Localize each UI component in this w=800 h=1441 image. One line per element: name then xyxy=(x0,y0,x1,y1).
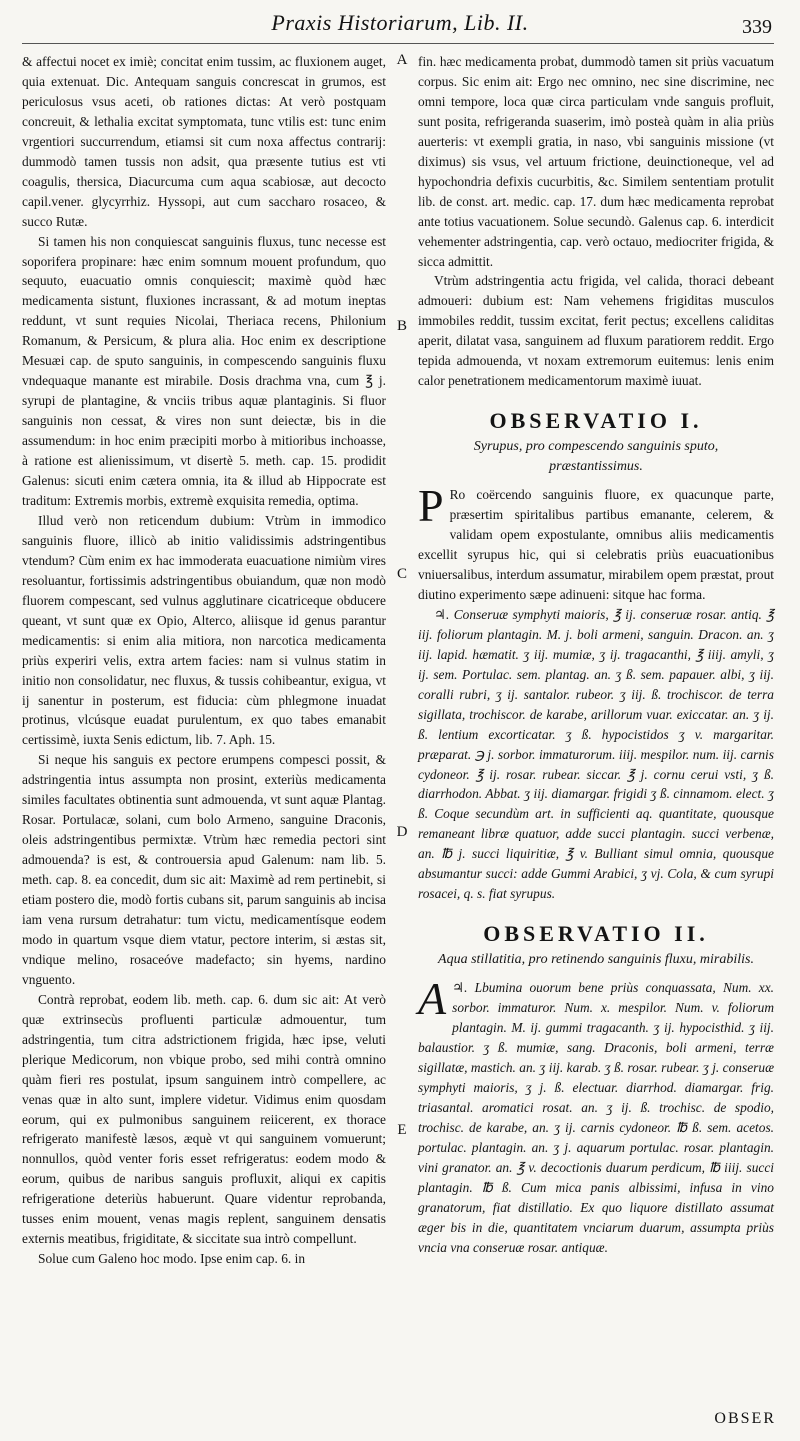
observatio-1-subtitle: Syrupus, pro compescendo sanguinis sputo, præstantissimus. xyxy=(473,439,719,475)
observatio-1-recipe: ♃. Conseruæ symphyti maioris, ℥ ij. conseruæ rosar. antiq. ℥ iij. foliorum plantagin. M. j. boli armeni, sanguin. Dracon. an. ʒ iij. lapid. hæmatit. ʒ iij. mumiæ, ʒ ij. tragacanthi, ℥ iiij. amyli, ʒ ij. sem. Portulac. sem. plantag. an. ʒ ß. sem. papauer. albi, ʒ iij. coralli rubri, ʒ ij. santalor. rubeor. ʒ iij. ß. trochiscor. de terra sigillata, trochiscor. de karabe, arillorum vuar. exiccatar. an. ʒ ij. ß. lentium excorticatar. ʒ ß. hypocistidos ʒ v. margaritar. præparat. ℈ j. sorbor. immaturorum. iiij. mespilor. num. iij. carnis cydoneor. ℥ ij. rosar. rubear. siccar. ℥ j. cornu cerui vsti, ʒ ß. diarrhodon. Abbat. ʒ iij. diamargar. frigidi ʒ ß. cinnamom. elect. ʒ ß. Coque secundùm art. in sufficienti aq. quantitate, quousque remaneant libræ quatuor, adde succi plantagin. succi verbenæ, an. ℔ j. succi liquiritiæ, ℥ v. Bulliant simul omnia, quousque absumantur succi: adde Gummi Arabici, ʒ vj. Cola, & cum syrupi rosacei, q. s. fiat syrupus. xyxy=(418,606,774,902)
margin-letter-b: B xyxy=(396,318,407,334)
paragraph: Si tamen his non conquiescat sanguinis fluxus, tunc necesse est soporifera propinare: hæc enim somnum mouent profundum, quo sequuto, euacuatio omnis conquiescit; maximè quòd hæc medicamenta sistunt, fluxiones incrassant, & ad motum ineptas reddunt, vt sunt requies Nicolai, Theriaca recens, Philonium Romanum, & Persicum, & plura alia. Hoc enim ex descriptione Mesuæi cap. de sputo sanguinis, in compescendo sanguinis fluxu vndequaque manante est mirabile. Dosis drachma vna, cum ℥ j. syrupi de plantagine, & vnciis tribus aquæ plantaginis. Si fluor sanguinis non cessat, & vires non sunt deiectæ, bis in die assumendum: in hoc enim præcipiti morbo à mitioribus inchoasse, à ratione est alienissimum, vt disertè 5. meth. cap. 15. prodidit Galenus: sicuti enim cætera omnia, ita & illud ab Hippocrate est traditum: Extremis morbis, extremè exquisita remedia, optima. xyxy=(22,233,386,508)
observatio-1-heading: OBSERVATIO I. xyxy=(489,408,703,434)
recipe-sign: ♃. xyxy=(452,980,468,996)
page-header xyxy=(0,0,800,40)
margin-letter-a: A xyxy=(396,52,408,68)
running-title: Praxis Historiarum, Lib. II. xyxy=(271,10,529,35)
drop-cap: P xyxy=(418,480,444,532)
paragraph: fin. hæc medicamenta probat, dummodò tamen sit priùs vacuatum corpus. Sic enim ait: Ergo nec omnino, nec sine discrimine, nec omni tempore, loca quæ circa particulam vnde sanguis profluit, sunt posita, refrigeranda suaserim, imò posteà quàm in alia priùs auerteris: vt exempli gratia, in naso, vbi sanguinis missione (vt diximus) sis vsus, vel artuum frictione, deuinctioneque, vel ad hypochondria defixis cucurbitis, &c. Similem sententiam protulit lib. de const. art. medic. cap. 17. dum hæc medicamenta reprobat ante totius vacuationem. Solue secundò. Galenus cap. 6. interdicit vehementer adstringentia, cap. verò octauo, mediocriter frigida, & sicca admittit. xyxy=(418,54,774,269)
observatio-2-recipe: ♃. A Lbumina ouorum bene priùs conquassata, Num. xx. sorbor. immaturor. Num. x. mespilor. Num. v. foliorum plantagin. M. ij. gummi tragacanth. ʒ ij. hypocisthid. ʒ iij. balaustior. ʒ ß. mumiæ, sang. Draconis, boli armeni, terræ sigillatæ, mastich. an. ʒ iij. karab. ʒ ß. rosar. rubear. ʒ j. conseruæ symphyti maioris, ʒ j. ß. electuar. diarrhod. diamargar. frig. triasantal. aromatici rosat. an. ʒ ij. ß. trochisc. de spodio, trochisc. de karabe, an. ʒ ij. carnis cydoneor. ℔ ß. sem. acetos. portulac. plantagin. an. ʒ j. aquarum portulac. rosar. plantagin. vini granator. an. ℥ v. decoctionis duarum perdicum, ℔ iiij. succi plantagin. ℔ ß. Cum mica panis albissimi, infusa in vino granatorum, fiat distillatio. Ex quo liquore distillato assumat æger bis in die, quantitatem vnciarum duarum, assumpta priùs vncia vna conseruæ rosar. antiquæ. xyxy=(418,973,774,1255)
margin-letter-c: C xyxy=(396,566,407,582)
paragraph: Contrà reprobat, eodem lib. meth. cap. 6. dum sic ait: At verò quæ extrinsecùs profluenti particulæ admouentur, tum adstringentia, tum citra adstrictionem frigida, hæc ipse, veluti plerique Medicorum, non vbique probo, sed mihi contrà omnino quàm fieri res postulat, ipsum sanguinem intrò compellere, ac venas quæ in alto sunt, implere videtur. Vidimus enim quosdam eorum, qui ex pulmonibus sanguinem reiicerent, ex thorace refrigerato manifestè læsos, æquè vt qui sanguinem vomuerunt; nonnullos, quòd venter foris esset refrigeratus: eodem modo & eorum, quibus de naribus sanguis profluxit, aliqui ex capitis refrigeratione deteriùs habuerunt. Quare videntur reprobanda, tusses enim mouent, venas magis replent, sanguinem densatis externis meatibus, frigiditate, & siccitate sua intrò compellunt. xyxy=(22,991,386,1247)
margin-letter-e: E xyxy=(397,1122,407,1138)
paragraph: Vtrùm adstringentia actu frigida, vel calida, thoraci debeant admoueri: dubium est: Nam vehemens frigiditas musculos immobiles reddit, tussim excitat, ferit pectus; excellens caliditas aperit, dilatat vasa, sanguinem ad fluxum paratiorem reddit. Ergo tepida admouenda, vt noxam extremorum euitemus: lenis enim calor penetrationem medicamentorum maximè iuuat. xyxy=(418,273,774,389)
observatio-2-heading: OBSERVATIO II. xyxy=(483,921,709,947)
header-rule xyxy=(22,43,774,44)
left-column xyxy=(22,52,386,1269)
observatio-2-subtitle: Aqua stillatitia, pro retinendo sanguinis fluxu, mirabilis. xyxy=(438,952,754,968)
drop-cap: A xyxy=(418,973,447,1025)
margin-letter-d: D xyxy=(396,824,408,840)
paragraph: Illud verò non reticendum dubium: Vtrùm in immodico sanguinis fluore, illicò ab initio validissimis adstringentibus vtendum? Cùm enim ex hac immoderata euacuatione nimiùm vires resoluantur, fortissimis adstringentibus obuiandum, quæ non modò fluorem compescant, sed vulnus agglutinare cicatriceque obducere queant, vt sunt quæ ex Opio, Alterco, aliisque id genus parantur medicamentis: si enim alia mitiora, non narcotica medicamenta priùs experiri velis, extra artem facies: nam si vulnus statim in initio non consolidatur, nec fluxus, & tussis cohibeantur, exigua, vt ij sanentur in posterum, est fiducia: cùm phlegmone inuadat protinus, vlcúsque euadat purulentum, ex quo tabes emanabit certissimè, iuxta Senis edictum, lib. 7. Aph. 15. xyxy=(22,512,386,748)
paragraph: Solue cum Galeno hoc modo. Ipse enim cap. 6. in xyxy=(38,1251,306,1267)
right-column xyxy=(418,52,774,1257)
observatio-1-intro: P Ro coërcendo sanguinis fluore, ex quacunque parte, præsertim spiritalibus partibus emanante, celerem, & validam opem expostulante, omnibus aliis medicamentis excellit syrupus hic, qui si celebratis priùs euacuationibus vniuersalibus, interdum assumatur, mirabilem opem præstat, prout diutino experimento sæpe adinueni: sitque hac forma. xyxy=(418,480,774,602)
paragraph: Si neque his sanguis ex pectore erumpens compesci possit, & adstringentia intus assumpta non prosint, exteriùs medicamenta similes facultates obtinentia sunt admouenda, vt sunt aquæ Plantag. Rosar. Portulacæ, solani, cum bolo Armeno, sanguine Draconis, oleis adstringentibus permixtæ. Vtrùm hæc remedia pectori sint admouenda? is est, & controuersia apud Galenum: nam lib. 5. meth. cap. 8. ea concedit, dum sic ait: Maximè ad rem pertinebit, si etiam postero die, modò fortis cubans sit, parum sanguinis ab incisa iam vena rursum detrahatur: tum victu, medicamentísque eodem modo in quartum vsque diem vtatur, pectore interim, si æstas sit, vndique melino, rosaceóve madefacto; sin hyems, nardino vnguento. xyxy=(22,752,386,987)
paragraph: & affectui nocet ex imiè; concitat enim tussim, ac fluxionem auget, quia extenuat. Dic. Antequam sanguis concrescat in grumos, est periculosus vsus aceti, ob rationes dictas: At verò postquam concreuit, & lethalia excitat symptomata, tunc vtilis est: tunc enim vrgentiori succurrendum, etiamsi sit cum noxa affectus contrarij: dummodò tamen tussis non adsit, qua præsente tutius est vti coagulis, thersica, Diacurcuma cum aqua scabiosæ, aut decocto capil.vener. glycyrrhiz. Hyssopi, aut cum saccharo rosaceo, & succo Rutæ. xyxy=(22,54,386,229)
page-number: 339 xyxy=(742,16,772,38)
catchword: OBSER xyxy=(714,1410,776,1427)
